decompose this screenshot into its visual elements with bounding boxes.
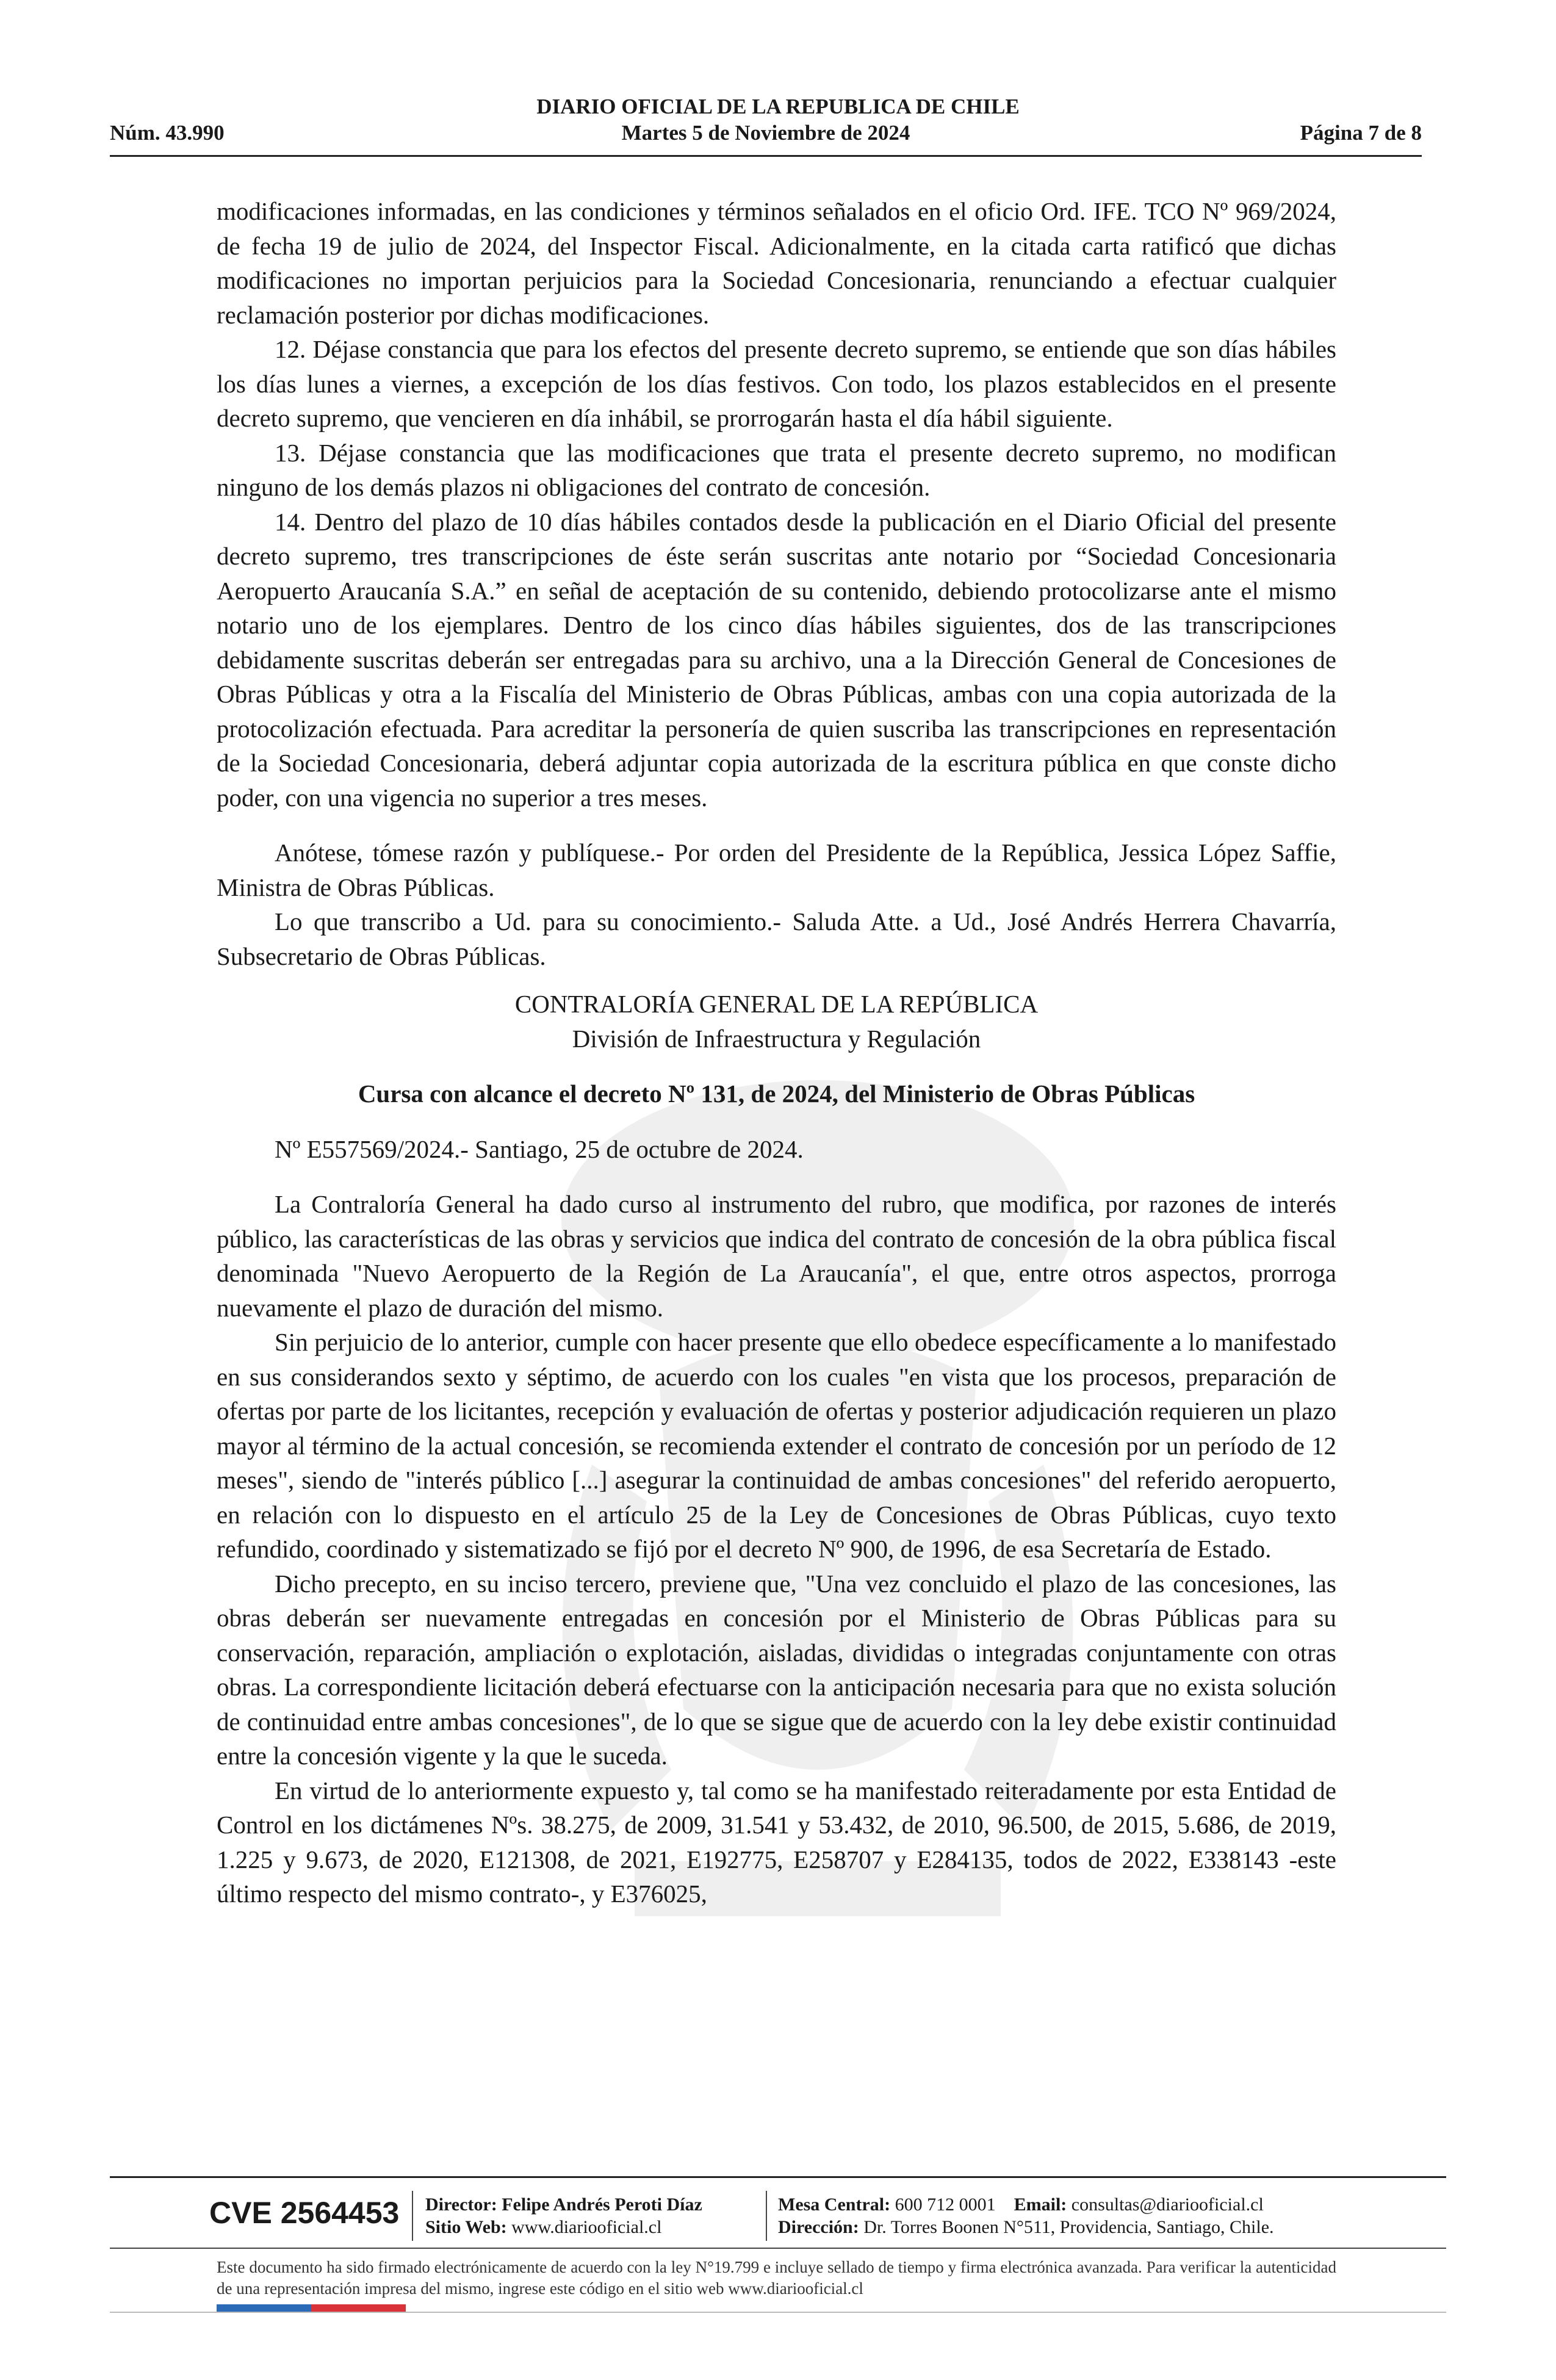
header-row [110,121,1422,149]
paragraph-12: 12. Déjase constancia que para los efectos del presente decreto supremo, se entiende que son días hábiles los días lunes a viernes, a excepción de los días festivos. Con todo, los plazos establecidos en el presente decreto supremo, que vencieren en día inhábil, se prorrogarán hasta el día hábil siguiente. [217,335,1336,432]
anotese-paragraph: Anótese, tómese razón y publíquese.- Por orden del Presidente de la República, Jessica López Saffie, Ministra de Obras Públicas. [217,838,1336,901]
issue-number: Núm. 43.990 [110,121,225,145]
reference-line: Nº E557569/2024.- Santiago, 25 de octubre de 2024. [275,1134,804,1163]
decree-heading: Cursa con alcance el decreto Nº 131, de 2024, del Ministerio de Obras Públicas [358,1080,1195,1108]
contraloria-title: CONTRALORÍA GENERAL DE LA REPÚBLICA [514,990,1039,1018]
issue-date: Martes 5 de Noviembre de 2024 [621,121,910,145]
email-link[interactable]: consultas@diariooficial.cl [1071,2194,1264,2215]
footer-separator [412,2191,413,2241]
paragraph-continuation: modificaciones informadas, en las condiciones y términos señalados en el oficio Ord. IFE. TCO Nº 969/2024, de fecha 19 de julio de 2024, del Inspector Fiscal. Adicionalmente, en la citada carta ratificó que dichas modificaciones no importan perjuicios para la Sociedad Concesionaria, renunciando a efectuar cualquier reclamación posterior por dichas modificaciones. [217,197,1336,329]
newspaper-title: DIARIO OFICIAL DE LA REPUBLICA DE CHILE [536,95,1020,118]
contraloria-paragraph-3: Dicho precepto, en su inciso tercero, previene que, "Una vez concluido el plazo de las concesiones, las obras deberán ser nuevamente entregadas en concesión por el Ministerio de Obras Públicas para su conservación, reparación, ampliación o explotación, aisladas, divididas o integradas conjuntamente con otras obras. La correspondiente licitación deberá efectuarse con la anticipación necesaria para que no exista solución de continuidad entre ambas concesiones", de lo que se sigue que de acuerdo con la ley debe existir continuidad entre la concesión vigente y la que le suceda. [217,1569,1336,1770]
website-label: Sitio Web: [425,2217,507,2237]
address-label: Dirección: [778,2217,859,2237]
footer-director-block [425,2193,702,2238]
transcribo-paragraph: Lo que transcribo a Ud. para su conocimiento.- Saluda Atte. a Ud., José Andrés Herrera Chavarría, Subsecretario de Obras Públicas. [217,907,1336,970]
director-name: Felipe Andrés Peroti Díaz [502,2194,702,2215]
page-indicator: Página 7 de 8 [1300,121,1422,145]
paragraph-14: 14. Dentro del plazo de 10 días hábiles contados desde la publicación en el Diario Oficial del presente decreto supremo, tres transcripciones de éste serán suscritas ante notario por “Sociedad Concesionaria Aeropuerto Araucanía S.A.” en señal de aceptación de su contenido, debiendo protocolizarse ante el mismo notario uno de los ejemplares. Dentro de los cinco días hábiles siguientes, dos de las transcripciones debidamente suscritas deberán ser entregadas para su archivo, una a la Dirección General de Concesiones de Obras Públicas y otra a la Fiscalía del Ministerio de Obras Públicas, ambas con una copia autorizada de la protocolización efectuada. Para acreditar la personería de quien suscriba las transcripciones en representación de la Sociedad Concesionaria, deberá adjuntar copia autorizada de la escritura pública en que conste dicho poder, con una vigencia no superior a tres meses. [217,507,1336,812]
mesa-phone: 600 712 0001 [895,2194,996,2215]
header-divider [110,155,1422,157]
director-label: Director: [425,2194,497,2215]
website-link[interactable]: www.diariooficial.cl [511,2217,662,2237]
contraloria-paragraph-4: En virtud de lo anteriormente expuesto y, tal como se ha manifestado reiteradamente por esta Entidad de Control en los dictámenes Nºs. 38.275, de 2009, 31.541 y 53.432, de 2010, 96.500, de 2015, 5.686, de 2019, 1.225 y 9.673, de 2020, E121308, de 2021, E192775, E258707 y E284135, todos de 2022, E338143 -este último respecto del mismo contrato-, y E376025, [217,1776,1336,1908]
address-value: Dr. Torres Boonen N°511, Providencia, Santiago, Chile. [863,2217,1274,2237]
cve-code: CVE 2564453 [209,2196,400,2230]
division-subtitle: División de Infraestructura y Regulación [572,1024,981,1053]
paragraph-13: 13. Déjase constancia que las modificaciones que trata el presente decreto supremo, no modifican ninguno de los demás plazos ni obligaciones del contrato de concesión. [217,438,1336,501]
footer-contact-block [778,2193,1274,2238]
document-body [217,194,1336,1911]
footer-divider-2 [110,2248,1446,2249]
contraloria-paragraph-1: La Contraloría General ha dado curso al instrumento del rubro, que modifica, por razones de interés público, las características de las obras y servicios que indica del contrato de concesión de la obra pública fiscal denominada "Nuevo Aeropuerto de la Región de La Araucanía", el que, entre otros aspectos, prorroga nuevamente el plazo de duración del mismo. [217,1190,1336,1322]
footer-separator [766,2191,767,2241]
footer-divider-3 [110,2312,1446,2313]
contraloria-paragraph-2: Sin perjuicio de lo anterior, cumple con hacer presente que ello obedece específicamente a lo manifestado en sus considerandos sexto y séptimo, de acuerdo con los cuales "en vista que los procesos, preparación de ofertas por parte de los licitantes, recepción y evaluación de ofertas y posterior adjudicación requieren un plazo mayor al término de la actual concesión, se recomienda extender el contrato de concesión por un período de 12 meses", siendo de "interés público [...] asegurar la continuidad de ambas concesiones" del referido aeropuerto, en relación con lo dispuesto en el artículo 25 de la Ley de Concesiones de Obras Públicas, cuyo texto refundido, coordinado y sistematizado se fijó por el decreto Nº 900, de 1996, de esa Secretaría de Estado. [217,1328,1336,1563]
footer-divider [110,2176,1446,2178]
email-label: Email: [1014,2194,1067,2215]
signature-note: Este documento ha sido firmado electrónicamente de acuerdo con la ley N°19.799 e incluye sellado de tiempo y firma electrónica avanzada. Para verificar la autenticidad de una representación impresa del mismo, ingrese este código en el sitio web www.diariooficial.cl [217,2258,1336,2298]
mesa-label: Mesa Central: [778,2194,891,2215]
